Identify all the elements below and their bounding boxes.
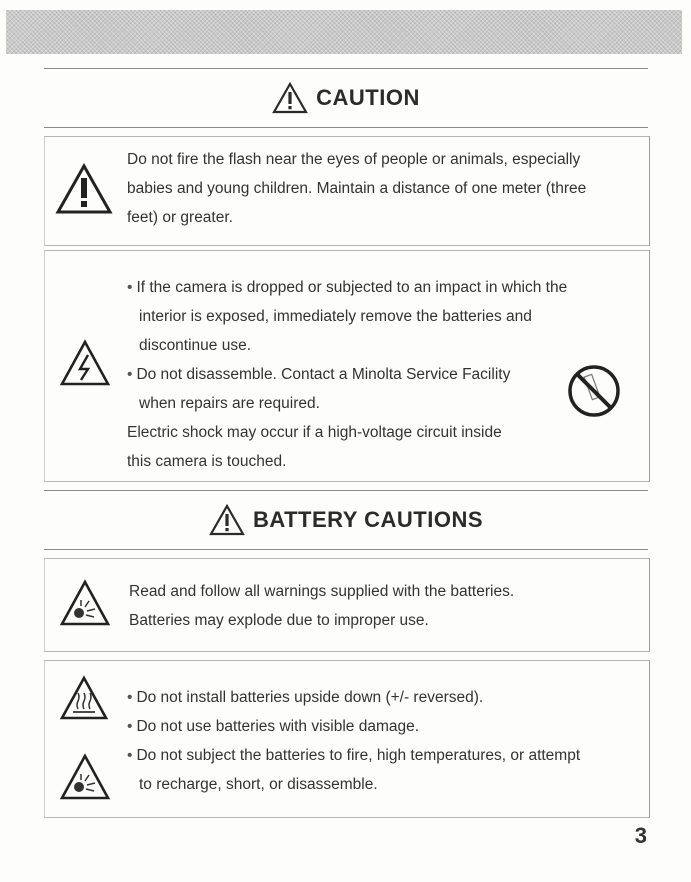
explosion-warning-icon <box>59 753 111 801</box>
flash-line-3: feet) or greater. <box>127 209 233 226</box>
battery-box-handling <box>44 660 650 818</box>
explosion-warning-icon <box>59 579 111 627</box>
caution-heading <box>44 68 648 128</box>
header-band <box>6 10 682 54</box>
electric-bullet-1-line-2: interior is exposed, immediately remove the batteries and <box>139 308 532 325</box>
electric-shock-icon <box>59 339 111 387</box>
electric-bullet-1-line-1: • If the camera is dropped or subjected to an impact in which the <box>127 273 567 302</box>
page-number: 3 <box>634 823 647 848</box>
explosion-line-1: Read and follow all warnings supplied with the batteries. <box>129 583 515 600</box>
warning-triangle-icon <box>272 82 308 114</box>
battery-bullet-1: • Do not install batteries upside down (+/- reversed). <box>127 683 580 712</box>
caution-box-electric <box>44 250 650 482</box>
battery-bullet-3-line-2: to recharge, short, or disassemble. <box>139 776 378 793</box>
battery-title: BATTERY CAUTIONS <box>252 507 484 532</box>
warning-triangle-icon <box>209 504 245 536</box>
battery-bullet-3-line-1: • Do not subject the batteries to fire, high temperatures, or attempt <box>127 741 580 770</box>
no-disassembly-icon <box>565 363 623 419</box>
electric-note-line-2: this camera is touched. <box>127 453 287 470</box>
explosion-line-2: Batteries may explode due to improper use. <box>129 612 429 629</box>
electric-bullet-2-line-2: when repairs are required. <box>139 395 320 412</box>
flash-line-1: Do not fire the flash near the eyes of people or animals, especially <box>127 151 581 168</box>
electric-bullet-2-line-1: • Do not disassemble. Contact a Minolta Service Facility <box>127 360 567 389</box>
caution-box-flash <box>44 136 650 246</box>
caution-title: CAUTION <box>316 85 420 110</box>
battery-box-explosion <box>44 558 650 652</box>
battery-bullet-2: • Do not use batteries with visible damage. <box>127 712 580 741</box>
warning-exclamation-icon <box>55 163 113 215</box>
hot-surface-icon <box>59 675 109 721</box>
flash-line-2: babies and young children. Maintain a distance of one meter (three <box>127 180 587 197</box>
battery-heading <box>44 490 648 550</box>
electric-bullet-1-line-3: discontinue use. <box>139 337 252 354</box>
electric-note-line-1: Electric shock may occur if a high-voltage circuit inside <box>127 424 502 441</box>
